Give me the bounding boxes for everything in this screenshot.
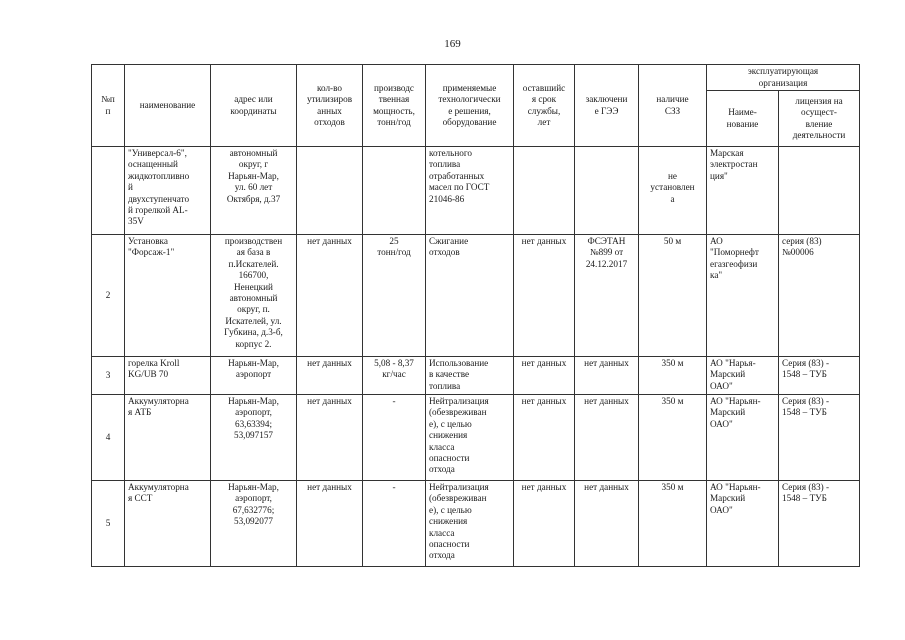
cell-license: Серия (83) - 1548 – ТУБ: [779, 395, 860, 481]
cell-capacity: [363, 147, 426, 235]
cell-license: Серия (83) - 1548 – ТУБ: [779, 357, 860, 395]
table-row: [92, 235, 860, 357]
waste-facilities-table: [91, 64, 860, 567]
cell-service-life: [514, 147, 575, 235]
cell-address: производствен ая база в п.Искателей. 166700, Ненецкий автономный округ, п. Искателей, ул. Губкина, д.3-б, корпус 2.: [211, 235, 297, 357]
table-row: [92, 147, 860, 235]
cell-capacity: 25 тонн/год: [363, 235, 426, 357]
cell-operator: АО "Поморнефт егазгеофизи ка": [707, 235, 779, 357]
cell-utilization: нет данных: [297, 395, 363, 481]
header-capacity: производс твенная мощность, тонн/год: [363, 65, 426, 147]
page-number: 169: [444, 38, 461, 50]
cell-tech: Нейтрализация (обезвреживан е), с целью снижения класса опасности отхода: [426, 481, 514, 567]
header-row-1: [92, 65, 860, 91]
cell-service-life: нет данных: [514, 395, 575, 481]
header-service-life: оставшийс я срок службы, лет: [514, 65, 575, 147]
cell-name: горелка Kroll KG/UB 70: [125, 357, 211, 395]
cell-license: [779, 147, 860, 235]
cell-num: 5: [92, 481, 125, 567]
cell-szz: 50 м: [639, 235, 707, 357]
cell-szz: 350 м: [639, 357, 707, 395]
cell-address: Нарьян-Мар, аэропорт, 67,632776; 53,092077: [211, 481, 297, 567]
cell-tech: Нейтрализация (обезвреживан е), с целью снижения класса опасности отхода: [426, 395, 514, 481]
cell-szz: 350 м: [639, 395, 707, 481]
cell-license: серия (83) №00006: [779, 235, 860, 357]
cell-num: [92, 147, 125, 235]
header-operator-group: эксплуатирующая организация: [707, 65, 860, 91]
header-operator-name: Наиме- нование: [707, 91, 779, 147]
cell-operator: АО "Нарья- Марский ОАО": [707, 357, 779, 395]
cell-name: "Универсал-6", оснащенный жидкотопливно й двухступенчато й горелкой AL- 35V: [125, 147, 211, 235]
cell-utilization: [297, 147, 363, 235]
cell-utilization: нет данных: [297, 481, 363, 567]
cell-szz: 350 м: [639, 481, 707, 567]
cell-tech: котельного топлива отработанных масел по ГОСТ 21046-86: [426, 147, 514, 235]
cell-gee: ФСЭТАН №899 от 24.12.2017: [575, 235, 639, 357]
cell-license: Серия (83) - 1548 – ТУБ: [779, 481, 860, 567]
cell-service-life: нет данных: [514, 235, 575, 357]
cell-utilization: нет данных: [297, 235, 363, 357]
cell-utilization: нет данных: [297, 357, 363, 395]
cell-operator: Марская электростан ция": [707, 147, 779, 235]
header-num: №п п: [92, 65, 125, 147]
cell-service-life: нет данных: [514, 357, 575, 395]
table-row: [92, 357, 860, 395]
cell-gee: нет данных: [575, 395, 639, 481]
cell-num: 3: [92, 357, 125, 395]
cell-tech: Сжигание отходов: [426, 235, 514, 357]
cell-address: Нарьян-Мар, аэропорт: [211, 357, 297, 395]
cell-num: 4: [92, 395, 125, 481]
cell-capacity: -: [363, 395, 426, 481]
cell-address: Нарьян-Мар, аэропорт, 63,63394; 53,097157: [211, 395, 297, 481]
cell-szz: не установлен а: [639, 147, 707, 235]
cell-gee: нет данных: [575, 357, 639, 395]
cell-name: Аккумуляторна я АТБ: [125, 395, 211, 481]
cell-capacity: -: [363, 481, 426, 567]
table-row: [92, 481, 860, 567]
header-tech: применяемые технологически е решения, оборудование: [426, 65, 514, 147]
cell-gee: [575, 147, 639, 235]
cell-num: 2: [92, 235, 125, 357]
cell-operator: АО "Нарьян- Марский ОАО": [707, 481, 779, 567]
header-utilization: кол-во утилизиров анных отходов: [297, 65, 363, 147]
cell-service-life: нет данных: [514, 481, 575, 567]
header-name: наименование: [125, 65, 211, 147]
header-address: адрес или координаты: [211, 65, 297, 147]
cell-name: Установка "Форсаж-1": [125, 235, 211, 357]
table-row: [92, 395, 860, 481]
cell-address: автономный округ, г Нарьян-Мар, ул. 60 лет Октября, д.37: [211, 147, 297, 235]
cell-name: Аккумуляторна я ССТ: [125, 481, 211, 567]
header-license: лицензия на осущест- вление деятельности: [779, 91, 860, 147]
cell-capacity: 5,08 - 8,37 кг/час: [363, 357, 426, 395]
cell-tech: Использование в качестве топлива: [426, 357, 514, 395]
cell-operator: АО "Нарьян- Марский ОАО": [707, 395, 779, 481]
header-gee: заключени е ГЭЭ: [575, 65, 639, 147]
cell-gee: нет данных: [575, 481, 639, 567]
header-szz: наличие СЗЗ: [639, 65, 707, 147]
